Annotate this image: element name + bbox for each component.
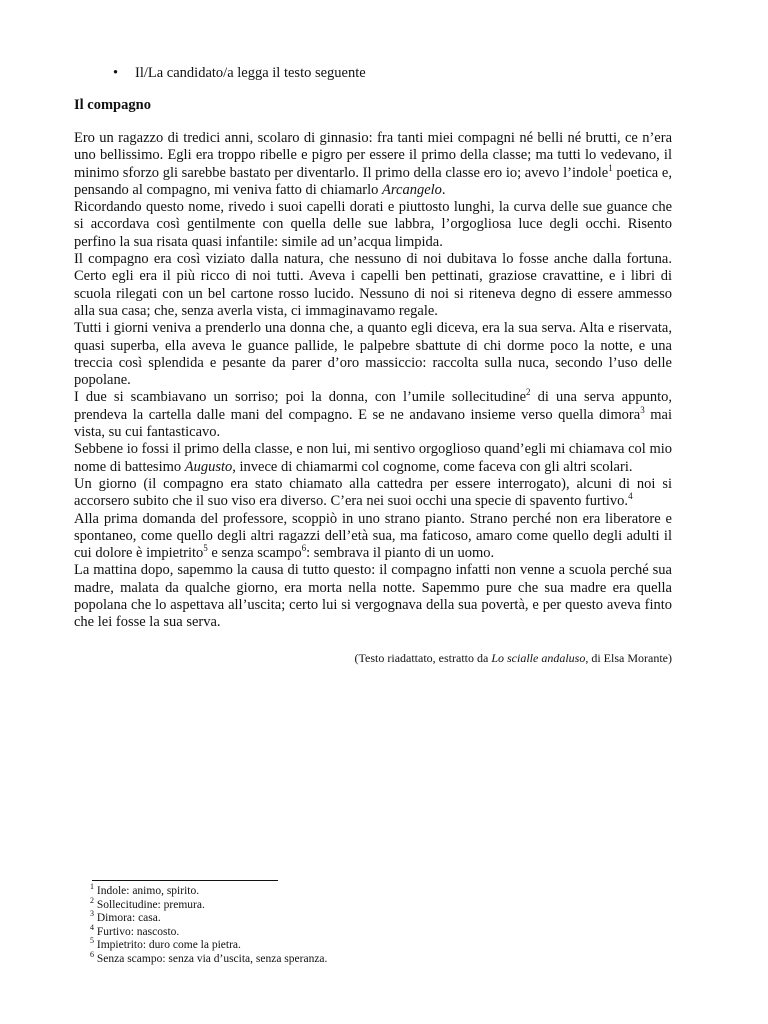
paragraph: Un giorno (il compagno era stato chiamato alla cattedra per essere interrogato), alcuni di noi si accorsero subito che il suo viso era diverso. C’era nei suoi occhi una specie di spavento furtivo.$^4$ [74, 475, 672, 510]
passage-body [74, 130, 672, 632]
paragraph: Ricordando questo nome, rivedo i suoi capelli dorati e piuttosto lunghi, la curva delle sue guance che si accordava così gentilmente con quella delle sue labbra, l’orgogliosa luce degli occhi. Risento perfino la sua risata quasi infantile: simile ad un’acqua limpida. [74, 199, 672, 250]
paragraph: Il compagno era così viziato dalla natura, che nessuno di noi dubitava lo fosse anche dalla fortuna. Certo egli era il più ricco di noi tutti. Aveva i capelli ben pettinati, graziose cravattine, e i libri di scuola rilegati con un bel cartone rosso lucido. Nessuno di noi si riteneva degno di essere ammesso alla sua casa; che, senza averla vista, ci immaginavamo regale. [74, 251, 672, 319]
footnote-ref: 2 [526, 387, 531, 398]
paragraph: Tutti i giorni veniva a prenderlo una donna che, a quanto egli diceva, era la sua serva. Alta e riservata, quasi superba, ella aveva le guance pallide, le palpebre sbattute di chi dorme poco la notte, e una treccia così splendida e pesante da parer d’oro massiccio: raccolta sulla nuca, secondo l’uso delle popolane. [74, 320, 672, 389]
footnote-item: $^6$ Senza scampo: senza via d’uscita, senza speranza. [90, 949, 328, 965]
footnote-item: $^5$ Impietrito: duro come la pietra. [90, 936, 241, 951]
bullet-icon: • [113, 65, 119, 81]
footnote-item: $^4$ Furtivo: nascosto. [90, 922, 180, 938]
instruction-line [113, 64, 366, 82]
paragraph: I due si scambiavano un sorriso; poi la donna, con l’umile sollecitudine$^2$ di una serva appunto, prendeva la cartella dalle mani del compagno. E se ne andavano insieme verso quella dimora$^3$ mai vista, su cui fantasticavo. [74, 387, 672, 441]
instruction-text: Il/La candidato/a legga il testo seguente [135, 65, 366, 81]
paragraph: Alla prima domanda del professore, scoppiò in uno strano pianto. Strano perché non era liberatore e spontaneo, come quello degli altri ragazzi dell’età sua, ma faticoso, amaro come quello degli adulti il cui dolore è impietrito$^5$ e senza scampo$^6$: sembrava il pianto di un uomo. [74, 510, 672, 562]
footnote-item: $^2$ Sollecitudine: premura. [90, 895, 205, 911]
footnote-ref: 4 [628, 491, 633, 502]
source-citation: (Testo riadattato, estratto da Lo scialle andaluso, di Elsa Morante) [354, 651, 672, 665]
footnote-divider [92, 880, 278, 881]
footnote-item: $^3$ Dimora: casa. [90, 909, 161, 924]
paragraph: Ero un ragazzo di tredici anni, scolaro di ginnasio: fra tanti miei compagni né belli né brutti, ce n’era uno bellissimo. Egli era troppo ribelle e pigro per essere il primo della classe; ma tutti lo vedevano, il minimo sforzo gli sarebbe bastato per diventarlo. Il primo della classe ero io; avevo l’indole$^1$ poetica e, pensando al compagno, mi veniva fatto di chiamarlo Arcangelo. [74, 130, 672, 198]
passage-title: Il compagno [74, 97, 151, 113]
paragraph: Sebbene io fossi il primo della classe, e non lui, mi sentivo orgoglioso quand’egli mi chiamava col mio nome di battesimo Augusto, invece di chiamarmi col cognome, come faceva con gli altri scolari. [74, 441, 672, 475]
footnote-item: $^1$ Indole: animo, spirito. [90, 882, 200, 897]
footnote-ref: 1 [608, 162, 613, 173]
footnote-ref: 5 [203, 543, 208, 554]
footnote-ref: 6 [301, 543, 307, 554]
footnote-ref: 3 [640, 404, 645, 415]
footnotes [90, 882, 328, 966]
paragraph: La mattina dopo, sapemmo la causa di tutto questo: il compagno infatti non venne a scuola perché sua madre, malata da qualche giorno, era morta nella notte. Sapemmo pure che sua madre era quella popolana che lo aspettava all’uscita; certo lui si vergognava della sua povertà, e per questo aveva finto che lei fosse la sua serva. [74, 562, 672, 631]
